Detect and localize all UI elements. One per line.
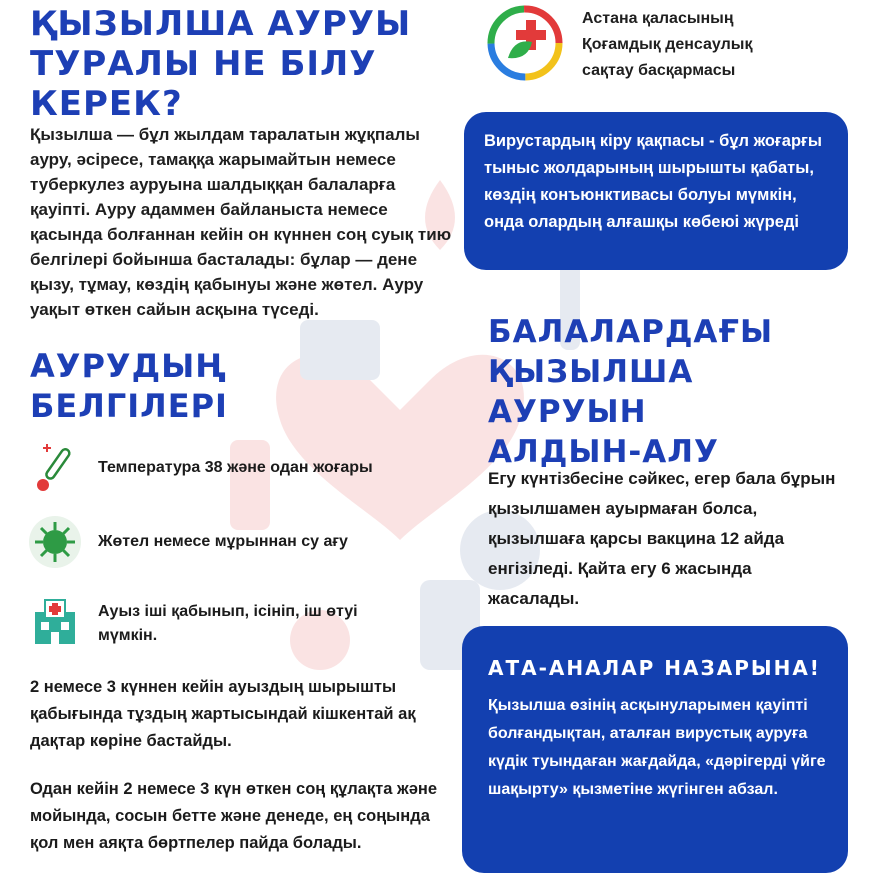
page-title [30, 4, 460, 124]
heading-line: БАЛАЛАРДАҒЫ [488, 314, 774, 350]
rash-paragraph: 2 немесе 3 күннен кейін ауыздың шырышты қабығында тұздың жартысындай кішкентай ақ дақтар көріне бастайды. [30, 678, 416, 750]
heading-line: АУРУДЫҢ [30, 347, 227, 385]
hospital-icon [22, 592, 88, 652]
intro-paragraph: Қызылша — бұл жылдам таралатын жұқпалы ауру, әсіресе, тамаққа жарымайтын немесе туберкулез ауруына шалдыққан балаларға қауіпті. Ауру адаммен байланыста немесе қасында болғаннан кейін он күннен соң суық тию белгілері бойынша басталады: бұлар — дене қызу, тұмау, көздің қабынуы және жөтел. Ауру уақыт өткен сайын асқына түседі. [30, 125, 452, 319]
title-line: ҚЫЗЫЛША АУРУЫ [30, 4, 412, 44]
symptom-text: Ауыз іші қабынып, ісініп, іш өтуі мүмкін. [98, 603, 358, 644]
prevention-text: Егу күнтізбесіне сәйкес, егер бала бұрын қызылшамен ауырмаған болса, қызылшаға қарсы вакцина 12 айда енгізіледі. Қайта егу 6 жасында жасалады. [488, 469, 836, 608]
symptom-item [22, 512, 348, 572]
symptoms-heading [30, 346, 310, 426]
thermometer-icon [22, 438, 88, 498]
virus-entry-info-box: Вирустардың кіру қақпасы - бұл жоғарғы тыныс жолдарының шырышты қабаты, көздің конъюнктивасы болуы мүмкін, онда олардың алғашқы көбеюі жүреді [464, 112, 848, 270]
heading-line: ҚЫЗЫЛША АУРУЫН [488, 354, 694, 430]
virus-icon [22, 512, 88, 572]
spread-paragraph: Одан кейін 2 немесе 3 күн өткен соң құлақта және мойында, сосын бетте және денеде, ең соңында қол мен аяқта бөртпелер пайда болады. [30, 780, 438, 852]
org-line: Қоғамдық денсаулық [582, 36, 753, 53]
prevention-heading [488, 312, 858, 472]
symptom-item [22, 592, 378, 652]
org-line: сақтау басқармасы [582, 62, 736, 79]
organization-name [582, 6, 842, 84]
parents-heading: АТА-АНАЛАР НАЗАРЫНА! [488, 656, 821, 680]
health-department-logo [486, 4, 564, 82]
org-line: Астана қаласының [582, 10, 734, 27]
title-line: ТУРАЛЫ НЕ БІЛУ [30, 44, 377, 84]
symptom-item [22, 438, 373, 498]
symptom-text: Температура 38 және одан жоғары [98, 459, 373, 476]
heading-line: БЕЛГІЛЕРІ [30, 387, 228, 425]
heading-line: АЛДЫН-АЛУ [488, 434, 719, 470]
symptom-text: Жөтел немесе мұрыннан су ағу [98, 533, 348, 550]
title-line: КЕРЕК? [30, 84, 183, 124]
parents-notice-box [462, 626, 848, 873]
parents-text: Қызылша өзінің асқынуларымен қауіпті болғандықтан, аталған вирустық ауруға күдік туындаған жағдайда, «дәрігерді үйге шақырту» қызметіне жүгінген абзал. [488, 697, 826, 798]
